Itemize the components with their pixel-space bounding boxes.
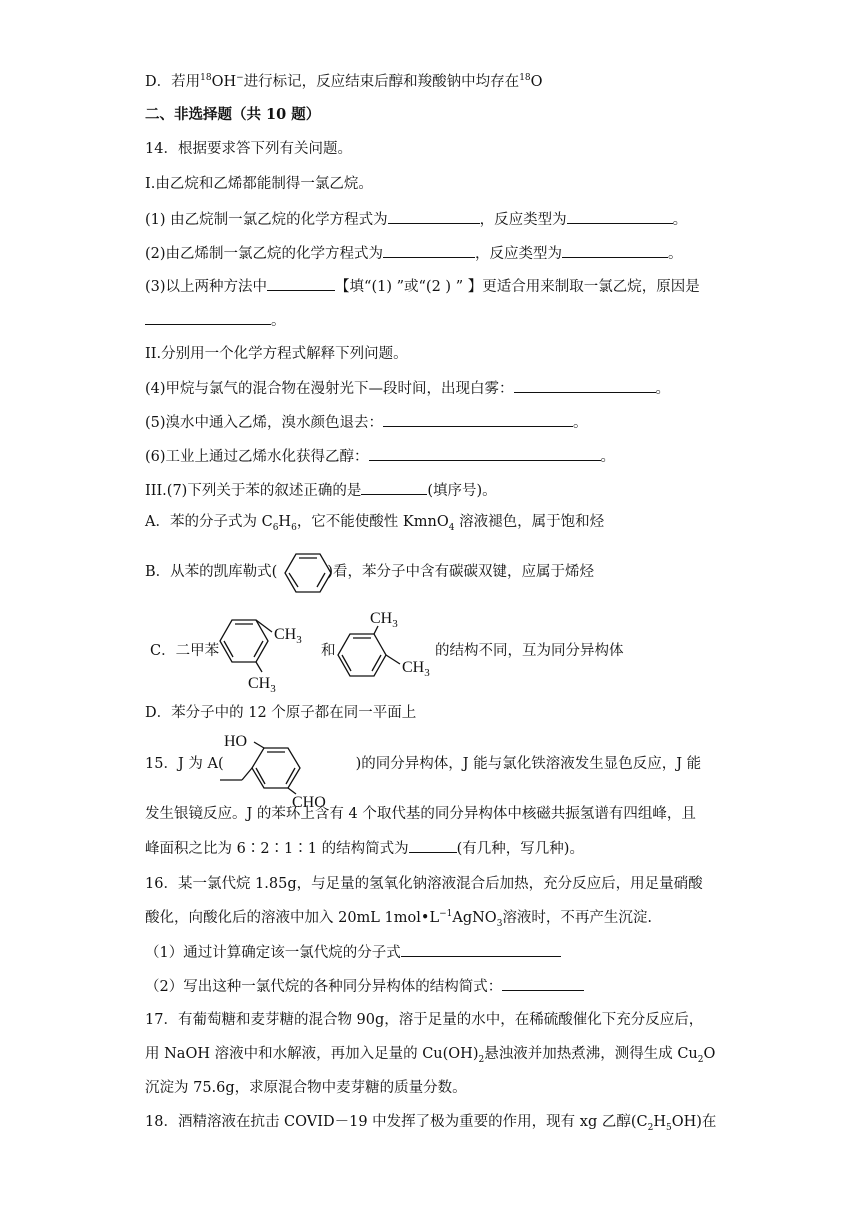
q14-sub6: (6)工业上通过乙烯水化获得乙醇： 。	[145, 446, 615, 467]
answer-blank[interactable]	[562, 243, 668, 258]
q14-sub7: III.(7)下列关于苯的叙述正确的是 (填序号)。	[145, 480, 497, 501]
q15-line2: 发生银镜反应。J 的苯环上含有 4 个取代基的同分异构体中核磁共振氢谱有四组峰，且	[145, 806, 696, 822]
answer-blank[interactable]	[369, 446, 601, 461]
benzene-kekule-structure	[283, 550, 333, 596]
option-d-line: D．若用$^{18}$OH−进行标记，反应结束后醇和羧酸钠中均存在$^{18}$O	[145, 73, 543, 90]
section-heading: 二、非选择题（共 10 题）	[145, 106, 321, 123]
q14-sub3: (3)以上两种方法中 【填“(1) ”或“(2 ) ” 】更适合用来制取一氯乙烷，原因是	[145, 276, 700, 297]
answer-blank[interactable]	[267, 276, 335, 291]
q16-line2: 酸化，向酸化后的溶液中加入 20mL $1mol•L^{-1}AgNO_3$溶液时，不再产生沉淀.	[145, 909, 653, 929]
q14-option-c-text: 的结构不同，互为同分异构体	[435, 643, 624, 659]
q17-line3: 沉淀为 75.6g，求原混合物中麦芽糖的质量分数。	[145, 1080, 467, 1096]
hydroxyl-label: HO	[224, 733, 248, 750]
answer-blank[interactable]	[361, 480, 427, 495]
q14-sub3-cont: 。	[145, 310, 286, 331]
q14-sub2: (2)由乙烯制一氯乙烷的化学方程式为 ，反应类型为 。	[145, 243, 683, 264]
q14-sub4: (4)甲烷与氯气的混合物在漫射光下—段时间，出现白雾： 。	[145, 378, 670, 399]
answer-blank[interactable]	[567, 209, 673, 224]
aldehyde-label: CHO	[292, 794, 326, 811]
methyl-label: $CH_3$	[248, 675, 276, 695]
q16-sub2: （2）写出这种一氯代烷的各种同分异构体的结构简式：	[145, 976, 584, 997]
answer-blank[interactable]	[145, 310, 271, 325]
q14-option-c-label: C．二甲苯	[150, 643, 220, 659]
q14-part-i: I.由乙烷和乙烯都能制得一氯乙烷。	[145, 176, 373, 192]
answer-blank[interactable]	[383, 243, 475, 258]
meta-xylene-structure	[330, 608, 440, 688]
q14-option-c-and: 和	[321, 643, 336, 659]
q14-part-ii: II.分别用一个化学方程式解释下列问题。	[145, 346, 408, 362]
answer-blank[interactable]	[502, 976, 584, 991]
answer-blank[interactable]	[409, 838, 457, 853]
methyl-label: $CH_3$	[402, 659, 430, 679]
q17-line2: 用 NaOH 溶液中和水解液，再加入足量的 $Cu(OH)_2$悬浊液并加热煮沸，测得生成 $Cu_2O$	[145, 1046, 716, 1065]
answer-blank[interactable]	[514, 378, 656, 393]
q18-line1: 18．酒精溶液在抗击 COVID－19 中发挥了极为重要的作用，现有 xg 乙醇$(C_2H_5OH)$在	[145, 1114, 717, 1133]
methyl-label: $CH_3$	[370, 610, 398, 630]
q15-line3: 峰面积之比为 6∶2∶1∶1 的结构简式为 (有几种，写几种)。	[145, 838, 584, 859]
q15-line1: 15．J 为 A( )的同分异构体，J 能与氯化铁溶液发生显色反应，J 能	[145, 756, 702, 772]
ortho-xylene-structure	[210, 608, 320, 694]
methyl-label: $CH_3$	[274, 626, 302, 646]
q14-sub5: (5)溴水中通入乙烯，溴水颜色退去： 。	[145, 412, 588, 433]
answer-blank[interactable]	[401, 942, 561, 957]
q14-option-a: A．苯的分子式为 $C_6H_6$，它不能使酸性 KmnO$_4$ 溶液褪色，属于饱和烃	[145, 514, 605, 533]
q14-sub1: (1) 由乙烷制一氯乙烷的化学方程式为 ，反应类型为 。	[145, 209, 687, 230]
q17-line1: 17．有葡萄糖和麦芽糖的混合物 90g，溶于足量的水中，在稀硫酸催化下充分反应后，	[145, 1012, 704, 1028]
q16-sub1: （1）通过计算确定该一氯代烷的分子式	[145, 942, 561, 963]
answer-blank[interactable]	[383, 412, 573, 427]
q14-option-b: B．从苯的凯库勒式( )看，苯分子中含有碳碳双键，应属于烯烃	[145, 564, 594, 580]
q16-line1: 16．某一氯代烷 1.85g，与足量的氢氧化钠溶液混合后加热，充分反应后，用足量硝酸	[145, 876, 703, 892]
answer-blank[interactable]	[388, 209, 480, 224]
q14-option-d: D．苯分子中的 12 个原子都在同一平面上	[145, 705, 417, 721]
q14-title: 14．根据要求答下列有关问题。	[145, 141, 352, 157]
